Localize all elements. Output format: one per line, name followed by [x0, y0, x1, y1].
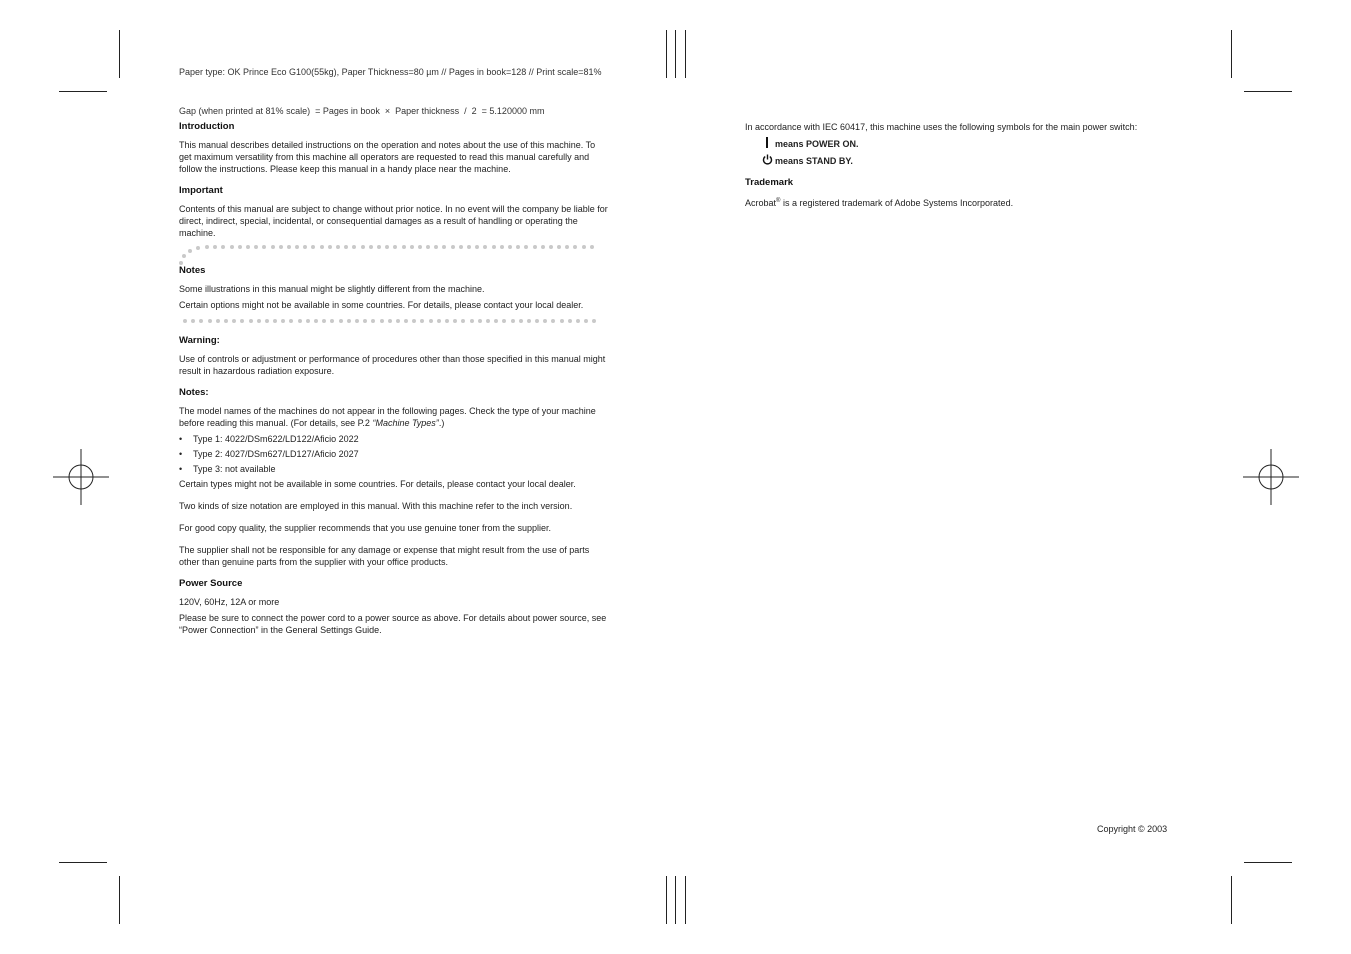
power-source-text: Please be sure to connect the power cord to a power source as above. For details about power source, see “Power Connection” in the General Settings Guide. [179, 613, 607, 635]
divider-dot [257, 319, 261, 323]
divider-dot [420, 319, 424, 323]
divider-dot [230, 245, 234, 249]
machine-type-note [179, 405, 609, 429]
divider-dot [573, 245, 577, 249]
size-notation-text: Two kinds of size notation are employed in this manual. With this machine refer to the inch version. [179, 501, 573, 511]
divider-dot [246, 245, 250, 249]
notes-heading-2: Notes: [179, 387, 209, 398]
list-item: • Type 1: 4022/DSm622/LD122/Aficio 2022 [179, 433, 609, 445]
divider-dot [396, 319, 400, 323]
divider-dot [543, 319, 547, 323]
dotted-divider [179, 317, 609, 325]
divider-dot [478, 319, 482, 323]
power-on-icon [761, 137, 773, 151]
divider-dot [369, 245, 373, 249]
divider-dot [502, 319, 506, 323]
divider-dot [205, 245, 209, 249]
divider-dot [320, 245, 324, 249]
divider-dot [361, 245, 365, 249]
divider-dot [483, 245, 487, 249]
divider-dot [524, 245, 528, 249]
fold-mark [685, 876, 686, 924]
divider-dot [322, 319, 326, 323]
divider-dot [412, 319, 416, 323]
divider-dot [339, 319, 343, 323]
divider-dot [314, 319, 318, 323]
divider-dot [402, 245, 406, 249]
dotted-divider [179, 243, 609, 265]
warning-heading: Warning: [179, 335, 220, 346]
divider-dot [404, 319, 408, 323]
divider-dot [508, 245, 512, 249]
divider-dot [429, 319, 433, 323]
divider-dot [494, 319, 498, 323]
left-page [179, 121, 609, 640]
divider-dot [453, 319, 457, 323]
introduction-heading: Introduction [179, 121, 235, 132]
divider-dot [208, 319, 212, 323]
divider-dot [470, 319, 474, 323]
divider-dot [467, 245, 471, 249]
divider-dot [238, 245, 242, 249]
crop-mark [1231, 876, 1232, 924]
machine-type-list [179, 433, 609, 475]
print-info-line-1: Paper type: OK Prince Eco G100(55kg), Paper Thickness=80 µm // Pages in book=128 // Print scale=81% [179, 67, 602, 77]
power-on-symbol-row [761, 137, 1185, 151]
divider-dot [385, 245, 389, 249]
divider-dot [516, 245, 520, 249]
divider-dot [281, 319, 285, 323]
crop-mark [59, 91, 107, 92]
divider-dot [183, 319, 187, 323]
divider-dot [265, 319, 269, 323]
crop-mark [119, 30, 120, 78]
crop-mark [1244, 862, 1292, 863]
divider-dot [271, 245, 275, 249]
divider-dot [486, 319, 490, 323]
right-page [745, 121, 1185, 213]
trademark-text [745, 195, 1185, 209]
divider-dot [371, 319, 375, 323]
divider-dot [224, 319, 228, 323]
divider-dot [410, 245, 414, 249]
fold-mark [685, 30, 686, 78]
divider-dot [475, 245, 479, 249]
divider-dot [568, 319, 572, 323]
divider-dot [363, 319, 367, 323]
divider-dot [336, 245, 340, 249]
divider-dot [199, 319, 203, 323]
notes-paragraph: Some illustrations in this manual might be slightly different from the machine. [179, 284, 485, 294]
standby-text: means STAND BY. [775, 156, 853, 166]
divider-dot [418, 245, 422, 249]
divider-dot [551, 319, 555, 323]
divider-dot [344, 245, 348, 249]
divider-dot [262, 245, 266, 249]
machine-types-link[interactable]: “Machine Types” [372, 418, 439, 428]
divider-dot [311, 245, 315, 249]
registration-mark-icon [53, 449, 109, 505]
divider-dot [347, 319, 351, 323]
divider-dot [590, 245, 594, 249]
registration-mark-icon [1243, 449, 1299, 505]
divider-dot [191, 319, 195, 323]
divider-dot [557, 245, 561, 249]
divider-dot [560, 319, 564, 323]
crop-mark [1244, 91, 1292, 92]
divider-dot [451, 245, 455, 249]
divider-dot [377, 245, 381, 249]
divider-dot [216, 319, 220, 323]
divider-dot [565, 245, 569, 249]
divider-dot [355, 319, 359, 323]
crop-mark [59, 862, 107, 863]
list-item: • Type 3: not available [179, 463, 609, 475]
divider-dot [388, 319, 392, 323]
divider-dot [434, 245, 438, 249]
divider-dot [352, 245, 356, 249]
divider-dot [232, 319, 236, 323]
divider-dot [549, 245, 553, 249]
divider-dot [213, 245, 217, 249]
divider-dot [380, 319, 384, 323]
standby-symbol-row [761, 154, 1185, 168]
trademark-brand: Acrobat [745, 198, 777, 208]
types-availability-note: Certain types might not be available in some countries. For details, please contact your local dealer. [179, 479, 576, 489]
divider-dot [273, 319, 277, 323]
fold-mark [675, 876, 676, 924]
note-text: The model names of the machines do not appear in the following pages. Check the type of your machine before reading this manual. (For details, see P.2 [179, 406, 596, 428]
divider-dot [295, 245, 299, 249]
iec-text: In accordance with IEC 60417, this machine uses the following symbols for the main power switch: [745, 122, 1138, 132]
divider-dot [519, 319, 523, 323]
fold-mark [666, 876, 667, 924]
divider-dot [303, 245, 307, 249]
print-info-header [179, 40, 602, 131]
power-spec: 120V, 60Hz, 12A or more [179, 597, 280, 607]
important-text: Contents of this manual are subject to change without prior notice. In no event will the company be liable for direct, indirect, special, incidental, or consequential damages as a result of handling or operating the machine. [179, 204, 608, 238]
registered-mark: ® [776, 198, 781, 204]
divider-dot [492, 245, 496, 249]
notes-paragraph: Certain options might not be available in some countries. For details, please contact your local dealer. [179, 300, 584, 310]
divider-dot [437, 319, 441, 323]
divider-dot [393, 245, 397, 249]
divider-dot [306, 319, 310, 323]
warning-text: Use of controls or adjustment or performance of procedures other than those specified in this manual might result in hazardous radiation exposure. [179, 354, 606, 376]
copyright-notice: Copyright © 2003 [1097, 824, 1168, 834]
divider-dot [287, 245, 291, 249]
divider-dot [445, 319, 449, 323]
divider-dot [221, 245, 225, 249]
standby-icon [761, 154, 773, 168]
divider-dot [240, 319, 244, 323]
notes-heading: Notes [179, 265, 206, 276]
divider-dot [576, 319, 580, 323]
introduction-text: This manual describes detailed instructions on the operation and notes about the use of this machine. To get maximum versatility from this machine all operators are requested to read this manual carefully and follow the instructions. Please keep this manual in a handy place near the machine. [179, 140, 596, 174]
divider-dot [533, 245, 537, 249]
divider-dot [541, 245, 545, 249]
divider-dot [592, 319, 596, 323]
divider-dot [328, 245, 332, 249]
fold-mark [666, 30, 667, 78]
divider-dot [298, 319, 302, 323]
divider-dot [511, 319, 515, 323]
divider-dot [330, 319, 334, 323]
supplier-disclaimer: The supplier shall not be responsible for any damage or expense that might result from the use of parts other than genuine parts from the supplier with your office products. [179, 545, 590, 567]
note-text: .) [438, 418, 445, 428]
divider-dot [582, 245, 586, 249]
divider-dot [500, 245, 504, 249]
power-source-heading: Power Source [179, 578, 243, 589]
divider-dot [461, 319, 465, 323]
fold-mark [675, 30, 676, 78]
divider-dot [254, 245, 258, 249]
divider-dot [584, 319, 588, 323]
print-info-line-2: Gap (when printed at 81% scale) = Pages in book × Paper thickness / 2 = 5.120000 mm [179, 106, 545, 116]
important-heading: Important [179, 185, 223, 196]
divider-dot [527, 319, 531, 323]
divider-dot [249, 319, 253, 323]
divider-dot [442, 245, 446, 249]
divider-dot [426, 245, 430, 249]
crop-mark [1231, 30, 1232, 78]
divider-dot [535, 319, 539, 323]
trademark-heading: Trademark [745, 177, 794, 188]
list-item: • Type 2: 4027/DSm627/LD127/Aficio 2027 [179, 448, 609, 460]
divider-dot [279, 245, 283, 249]
crop-mark [119, 876, 120, 924]
trademark-statement: is a registered trademark of Adobe Systems Incorporated. [780, 198, 1014, 208]
power-on-text: means POWER ON. [775, 139, 859, 149]
copy-quality-text: For good copy quality, the supplier recommends that you use genuine toner from the supplier. [179, 523, 552, 533]
divider-dot [289, 319, 293, 323]
divider-dot [459, 245, 463, 249]
